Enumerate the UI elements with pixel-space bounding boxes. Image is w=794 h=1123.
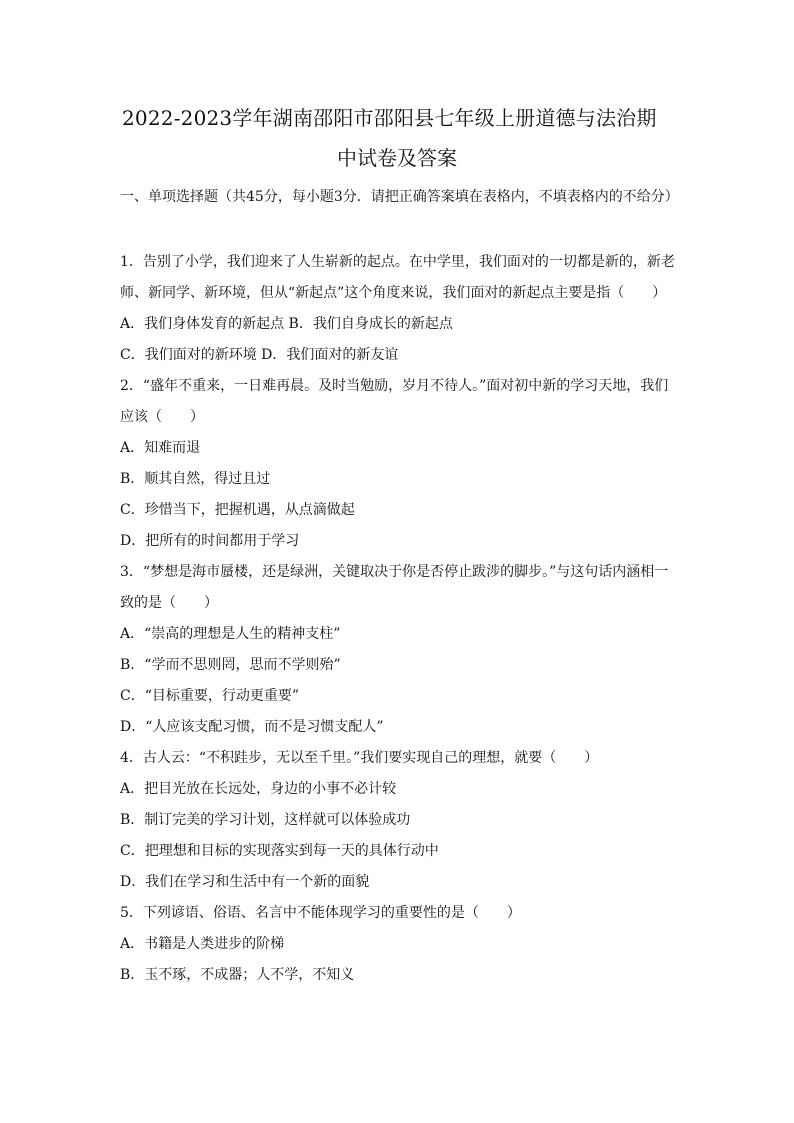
document-title-line-1: 2022-2023学年湖南邵阳市邵阳县七年级上册道德与法治期 <box>122 106 657 130</box>
question-4 <box>120 743 680 898</box>
answer-option: B．“学而不思则罔，思而不学则殆” <box>120 657 341 673</box>
section-heading: 一、单项选择题（共45分，每小题3分．请把正确答案填在表格内，不填表格内的不给分） <box>120 189 679 205</box>
answer-option: D．“人应该支配习惯，而不是习惯支配人” <box>120 719 384 735</box>
question-stem: 4．古人云：“不积跬步，无以至千里。”我们要实现自己的理想，就要（ ） <box>120 750 599 766</box>
question-3 <box>120 557 680 743</box>
question-stem: 2．“盛年不重来，一日难再晨。及时当勉励，岁月不待人。”面对初中新的学习天地，我们应该（ ） <box>120 378 669 425</box>
answer-option: C．把理想和目标的实现落实到每一天的具体行动中 <box>120 843 439 859</box>
question-2 <box>120 371 680 557</box>
answer-option: A．“崇高的理想是人生的精神支柱” <box>120 626 341 642</box>
question-5 <box>120 898 680 991</box>
question-1 <box>120 247 680 371</box>
answer-option: B．玉不琢，不成器；人不学，不知义 <box>120 967 355 983</box>
answer-option: B．制订完美的学习计划，这样就可以体验成功 <box>120 812 411 828</box>
document-title-line-2: 中试卷及答案 <box>337 146 457 170</box>
answer-option: C．我们面对的新环境 D．我们面对的新友谊 <box>120 347 399 363</box>
question-stem: 5．下列谚语、俗语、名言中不能体现学习的重要性的是（ ） <box>120 905 521 921</box>
question-stem: 1．告别了小学，我们迎来了人生崭新的起点。在中学里，我们面对的一切都是新的，新老师、新同学、新环境，但从“新起点”这个角度来说，我们面对的新起点主要是指（ ） <box>120 254 675 301</box>
answer-option: C．“目标重要，行动更重要” <box>120 688 300 704</box>
question-list <box>120 247 680 991</box>
answer-option: A．书籍是人类进步的阶梯 <box>120 936 285 952</box>
answer-option: D．把所有的时间都用于学习 <box>120 533 300 549</box>
answer-option: A．把目光放在长远处，身边的小事不必计较 <box>120 781 397 797</box>
question-stem: 3．“梦想是海市蜃楼，还是绿洲，关键取决于你是否停止跋涉的脚步。”与这句话内涵相一致的是（ ） <box>120 564 669 611</box>
answer-option: A．知难而退 <box>120 440 201 456</box>
answer-option: C．珍惜当下，把握机遇，从点滴做起 <box>120 502 355 518</box>
answer-option: A．我们身体发育的新起点 B．我们自身成长的新起点 <box>120 316 453 332</box>
answer-option: D．我们在学习和生活中有一个新的面貌 <box>120 874 370 890</box>
answer-option: B．顺其自然，得过且过 <box>120 471 271 487</box>
